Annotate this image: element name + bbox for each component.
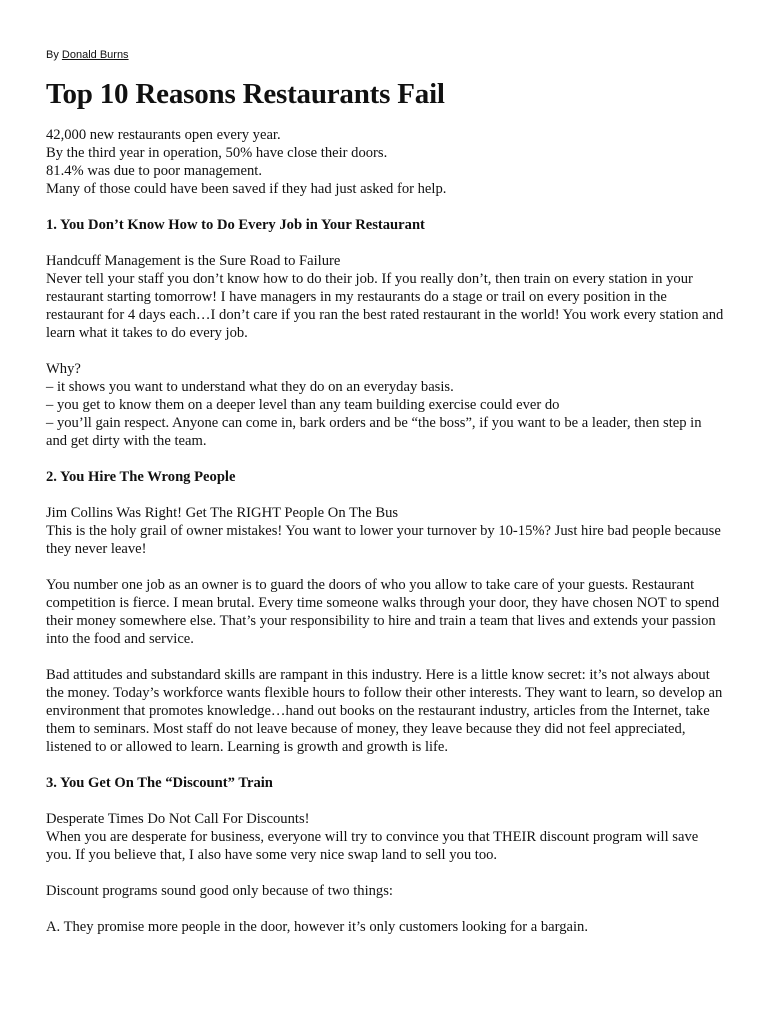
section-paragraph: A. They promise more people in the door, however it’s only customers looking for a bargain. [46, 919, 588, 935]
bullet-item: – it shows you want to understand what they do on an everyday basis. [46, 379, 454, 395]
byline-prefix: By [46, 49, 62, 61]
section-subheading-1: Handcuff Management is the Sure Road to Failure [46, 253, 341, 269]
document-page [46, 48, 726, 936]
section-paragraph: When you are desperate for business, everyone will try to convince you that THEIR discount program will save you. If you believe that, I also have some very nice swap land to sell you too. [46, 829, 699, 863]
section-subheading-3: Desperate Times Do Not Call For Discounts! [46, 811, 310, 827]
section-paragraph: Discount programs sound good only because of two things: [46, 883, 393, 899]
section-subheading-2: Jim Collins Was Right! Get The RIGHT People On The Bus [46, 505, 399, 521]
intro-line: By the third year in operation, 50% have close their doors. [46, 145, 388, 161]
intro-line: 81.4% was due to poor management. [46, 163, 263, 179]
bullet-item: – you get to know them on a deeper level than any team building exercise could ever do [46, 397, 560, 413]
section-paragraph: Bad attitudes and substandard skills are rampant in this industry. Here is a little know secret: it’s not always about the money. Today’s workforce wants flexible hours to follow their other interests. They want to learn, so develop an environment that promotes knowledge…hand out books on the restaurant industry, articles from the Internet, take them to seminars. Most staff do not leave because of money, they leave because they did not feel appreciated, listened to or allowed to learn. Learning is growth and growth is life. [46, 667, 723, 755]
section-heading-1: 1. You Don’t Know How to Do Every Job in Your Restaurant [46, 217, 425, 233]
section-heading-3: 3. You Get On The “Discount” Train [46, 775, 273, 791]
why-label: Why? [46, 361, 81, 377]
section-paragraph: Never tell your staff you don’t know how to do their job. If you really don’t, then train on every station in your restaurant starting tomorrow! I have managers in my restaurants do a stage or trail on every position in the restaurant for 4 days each…I don’t care if you ran the best rated restaurant in the world! You work every station and learn what it takes to do every job. [46, 271, 724, 341]
author-link[interactable]: Donald Burns [61, 49, 129, 61]
article-title: Top 10 Reasons Restaurants Fail [46, 78, 445, 110]
section-heading-2: 2. You Hire The Wrong People [46, 469, 236, 485]
bullet-item: – you’ll gain respect. Anyone can come in, bark orders and be “the boss”, if you want to be a leader, then step in and get dirty with the team. [46, 415, 702, 449]
intro-line: Many of those could have been saved if they had just asked for help. [46, 181, 447, 197]
byline [46, 48, 726, 62]
section-paragraph: This is the holy grail of owner mistakes! You want to lower your turnover by 10-15%? Just hire bad people because they never leave! [46, 523, 721, 557]
intro-block [46, 126, 726, 198]
intro-line: 42,000 new restaurants open every year. [46, 127, 281, 143]
section-paragraph: You number one job as an owner is to guard the doors of who you allow to take care of your guests. Restaurant competition is fierce. I mean brutal. Every time someone walks through your door, they have chosen NOT to spend their money somewhere else. That’s your responsibility to hire and train a team that lives and extends your passion into the food and service. [46, 577, 720, 647]
